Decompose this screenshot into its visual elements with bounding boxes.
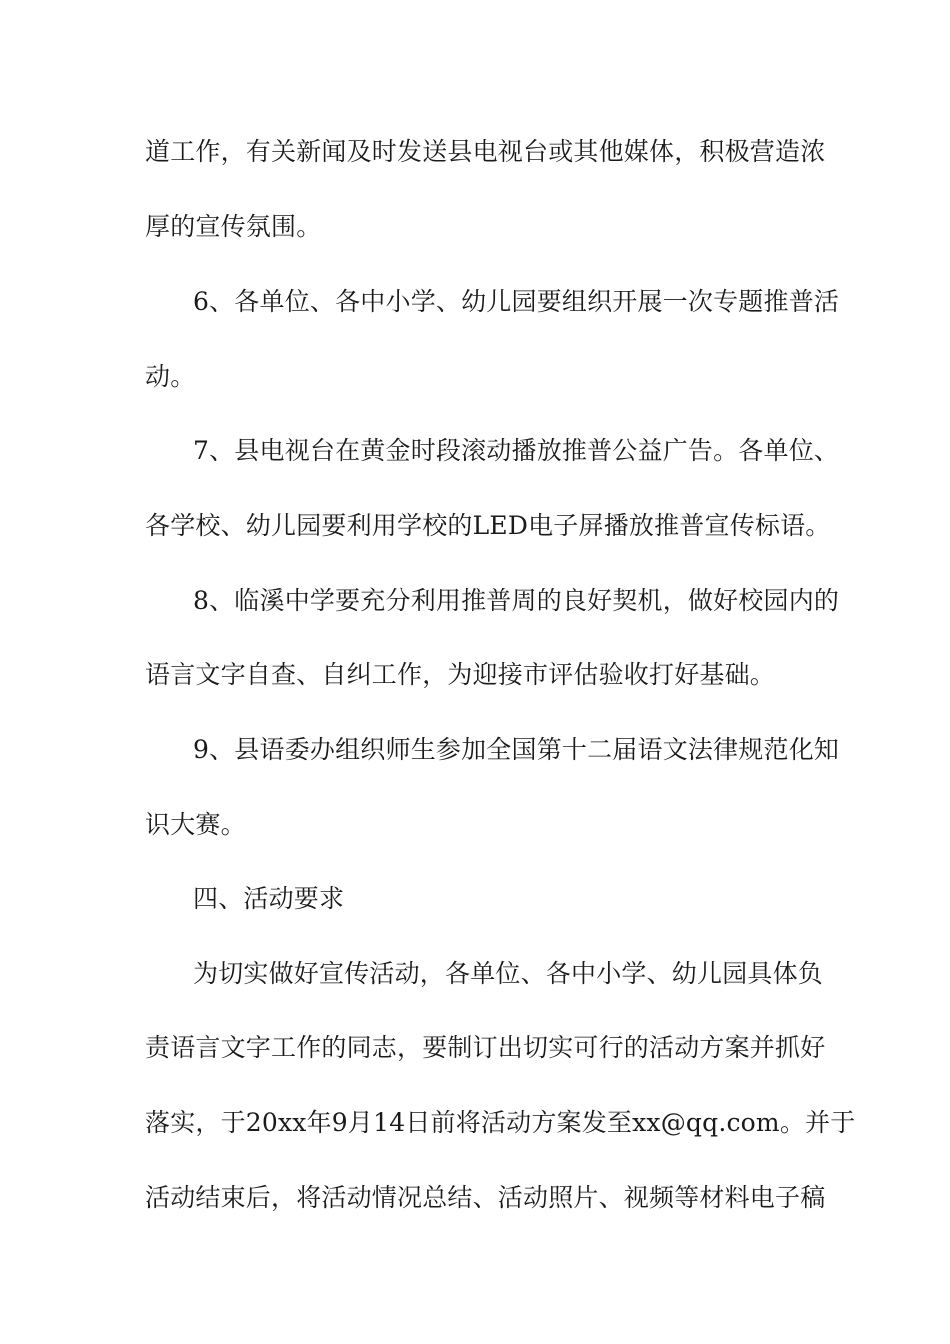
text-line: 动。: [145, 362, 196, 391]
text-line: 落实，于20xx年9月14日前将活动方案发至xx@qq.com。并于: [145, 1108, 856, 1137]
text-line: 9、县语委办组织师生参加全国第十二届语文法律规范化知: [193, 735, 840, 764]
text-line: 厚的宣传氛围。: [145, 212, 322, 241]
text-line: 为切实做好宣传活动，各单位、各中小学、幼儿园具体负: [193, 959, 824, 988]
text-line: 责语言文字工作的同志，要制订出切实可行的活动方案并抓好: [145, 1033, 826, 1062]
text-line: 活动结束后，将活动情况总结、活动照片、视频等材料电子稿: [145, 1183, 826, 1212]
text-line: 8、临溪中学要充分利用推普周的良好契机，做好校园内的: [193, 586, 840, 615]
section-heading: 四、活动要求: [193, 884, 345, 913]
text-line: 语言文字自查、自纠工作，为迎接市评估验收打好基础。: [145, 660, 776, 689]
text-line: 识大赛。: [145, 810, 246, 839]
text-line: 各学校、幼儿园要利用学校的LED电子屏播放推普宣传标语。: [145, 511, 831, 540]
text-line: 7、县电视台在黄金时段滚动播放推普公益广告。各单位、: [193, 436, 840, 465]
text-line: 6、各单位、各中小学、幼儿园要组织开展一次专题推普活: [193, 287, 840, 316]
text-line: 道工作，有关新闻及时发送县电视台或其他媒体，积极营造浓: [145, 137, 826, 166]
